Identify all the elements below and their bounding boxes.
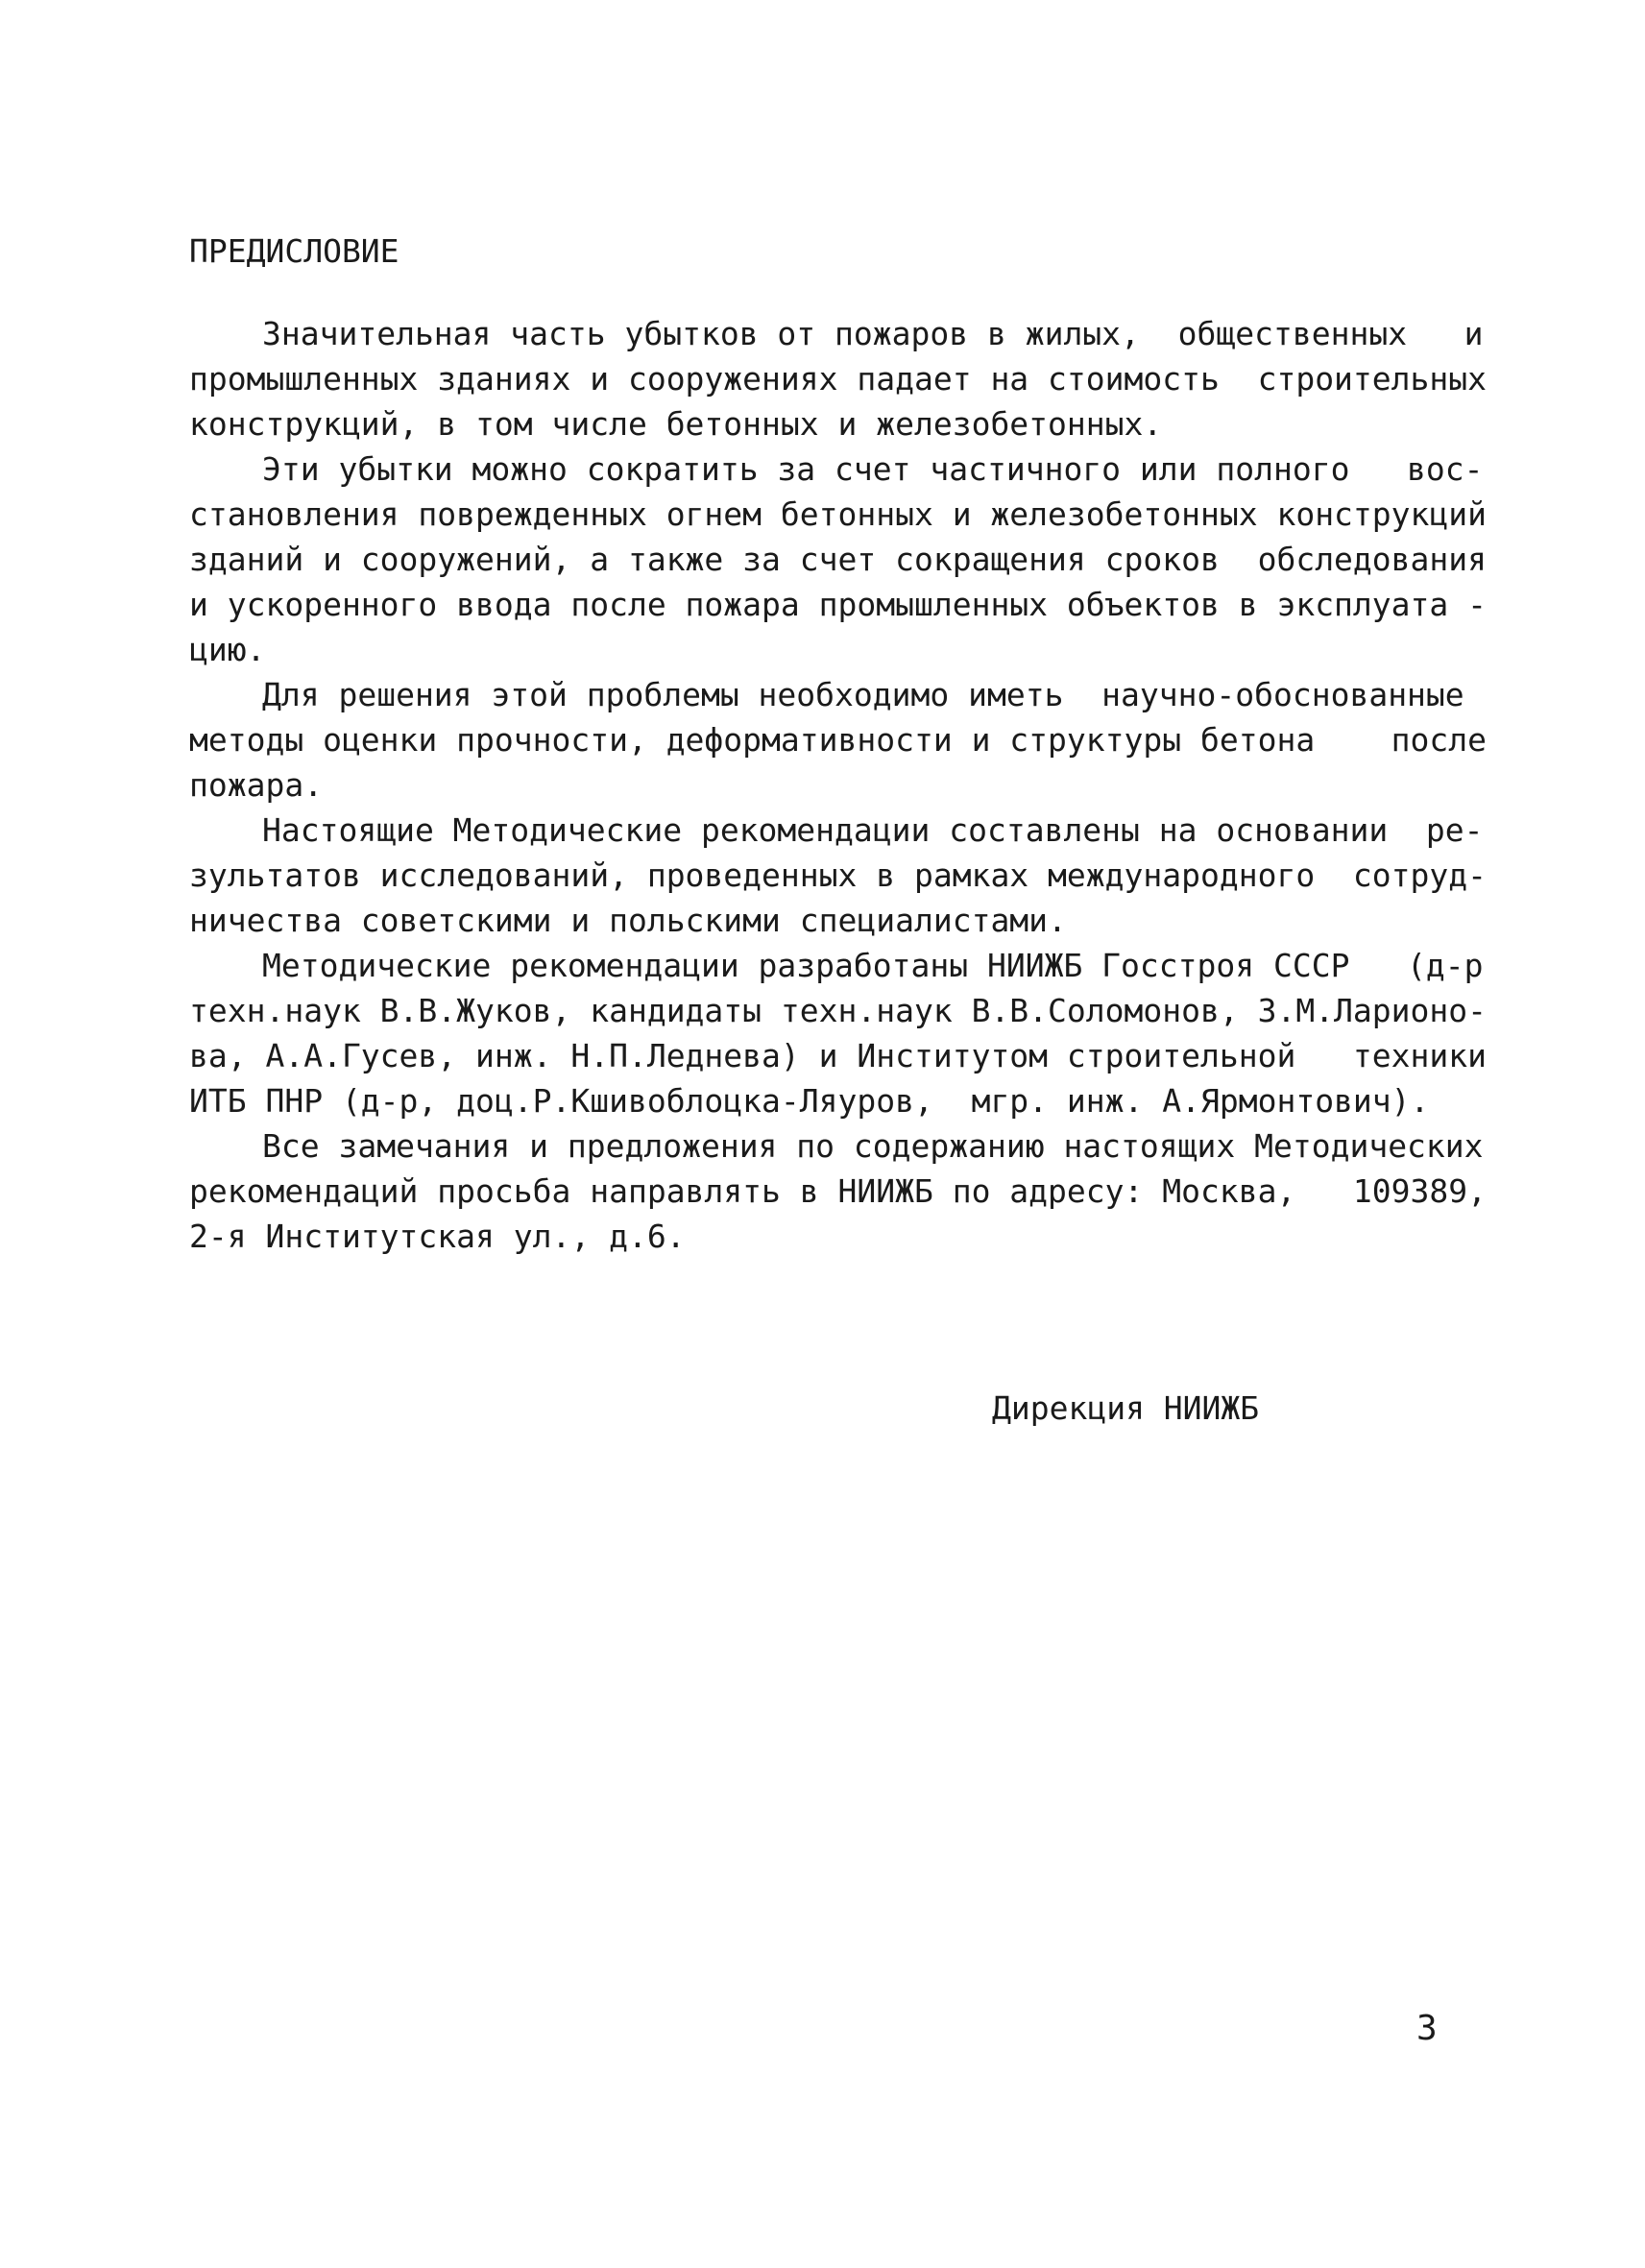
paragraph-line: Для решения этой проблемы необходимо иметь научно-обоснованные xyxy=(262,676,1464,713)
paragraph-line: Значительная часть убытков от пожаров в жилых, общественных и xyxy=(262,315,1484,352)
paragraph-line: методы оценки прочности, деформативности и структуры бетона после xyxy=(189,721,1488,759)
paragraph-line: Настоящие Методические рекомендации составлены на основании ре- xyxy=(262,811,1484,849)
paragraph-line: зультатов исследований, проведенных в рамках международного сотруд- xyxy=(189,857,1488,894)
paragraph-line: цию. xyxy=(189,631,266,668)
paragraph-line: пожара. xyxy=(189,766,324,804)
paragraph-line: конструкций, в том числе бетонных и железобетонных. xyxy=(189,405,1163,443)
signature: Дирекция НИИЖБ xyxy=(992,1389,1260,1427)
paragraph-line: зданий и сооружений, а также за счет сокращения сроков обследования xyxy=(189,541,1488,578)
paragraph-line: техн.наук В.В.Жуков, кандидаты техн.наук В.В.Соломонов, З.М.Ларионо- xyxy=(189,992,1488,1029)
paragraph-line: ва, А.А.Гусев, инж. Н.П.Леднева) и Институтом строительной техники xyxy=(189,1037,1488,1074)
paragraph-line: ИТБ ПНР (д-р, доц.Р.Кшивоблоцка-Ляуров, мгр. инж. А.Ярмонтович). xyxy=(189,1082,1430,1120)
paragraph-line: 2-я Институтская ул., д.6. xyxy=(189,1218,686,1255)
paragraph-line: Все замечания и предложения по содержанию настоящих Методических xyxy=(262,1127,1484,1165)
paragraph-line: Эти убытки можно сократить за счет частичного или полного вос- xyxy=(262,450,1484,488)
paragraph-line: ничества советскими и польскими специалистами. xyxy=(189,902,1067,939)
paragraph-line: и ускоренного ввода после пожара промышленных объектов в эксплуата - xyxy=(189,586,1488,623)
paragraph-line: промышленных зданиях и сооружениях падает на стоимость строительных xyxy=(189,360,1488,398)
paragraph-line: становления поврежденных огнем бетонных и железобетонных конструкций xyxy=(189,495,1488,533)
page-number: 3 xyxy=(1416,2009,1438,2048)
paragraph-line: рекомендаций просьба направлять в НИИЖБ по адресу: Москва, 109389, xyxy=(189,1172,1488,1210)
paragraph-line: Методические рекомендации разработаны НИИЖБ Госстроя СССР (д-р xyxy=(262,947,1484,984)
page-title: ПРЕДИСЛОВИЕ xyxy=(189,232,399,270)
